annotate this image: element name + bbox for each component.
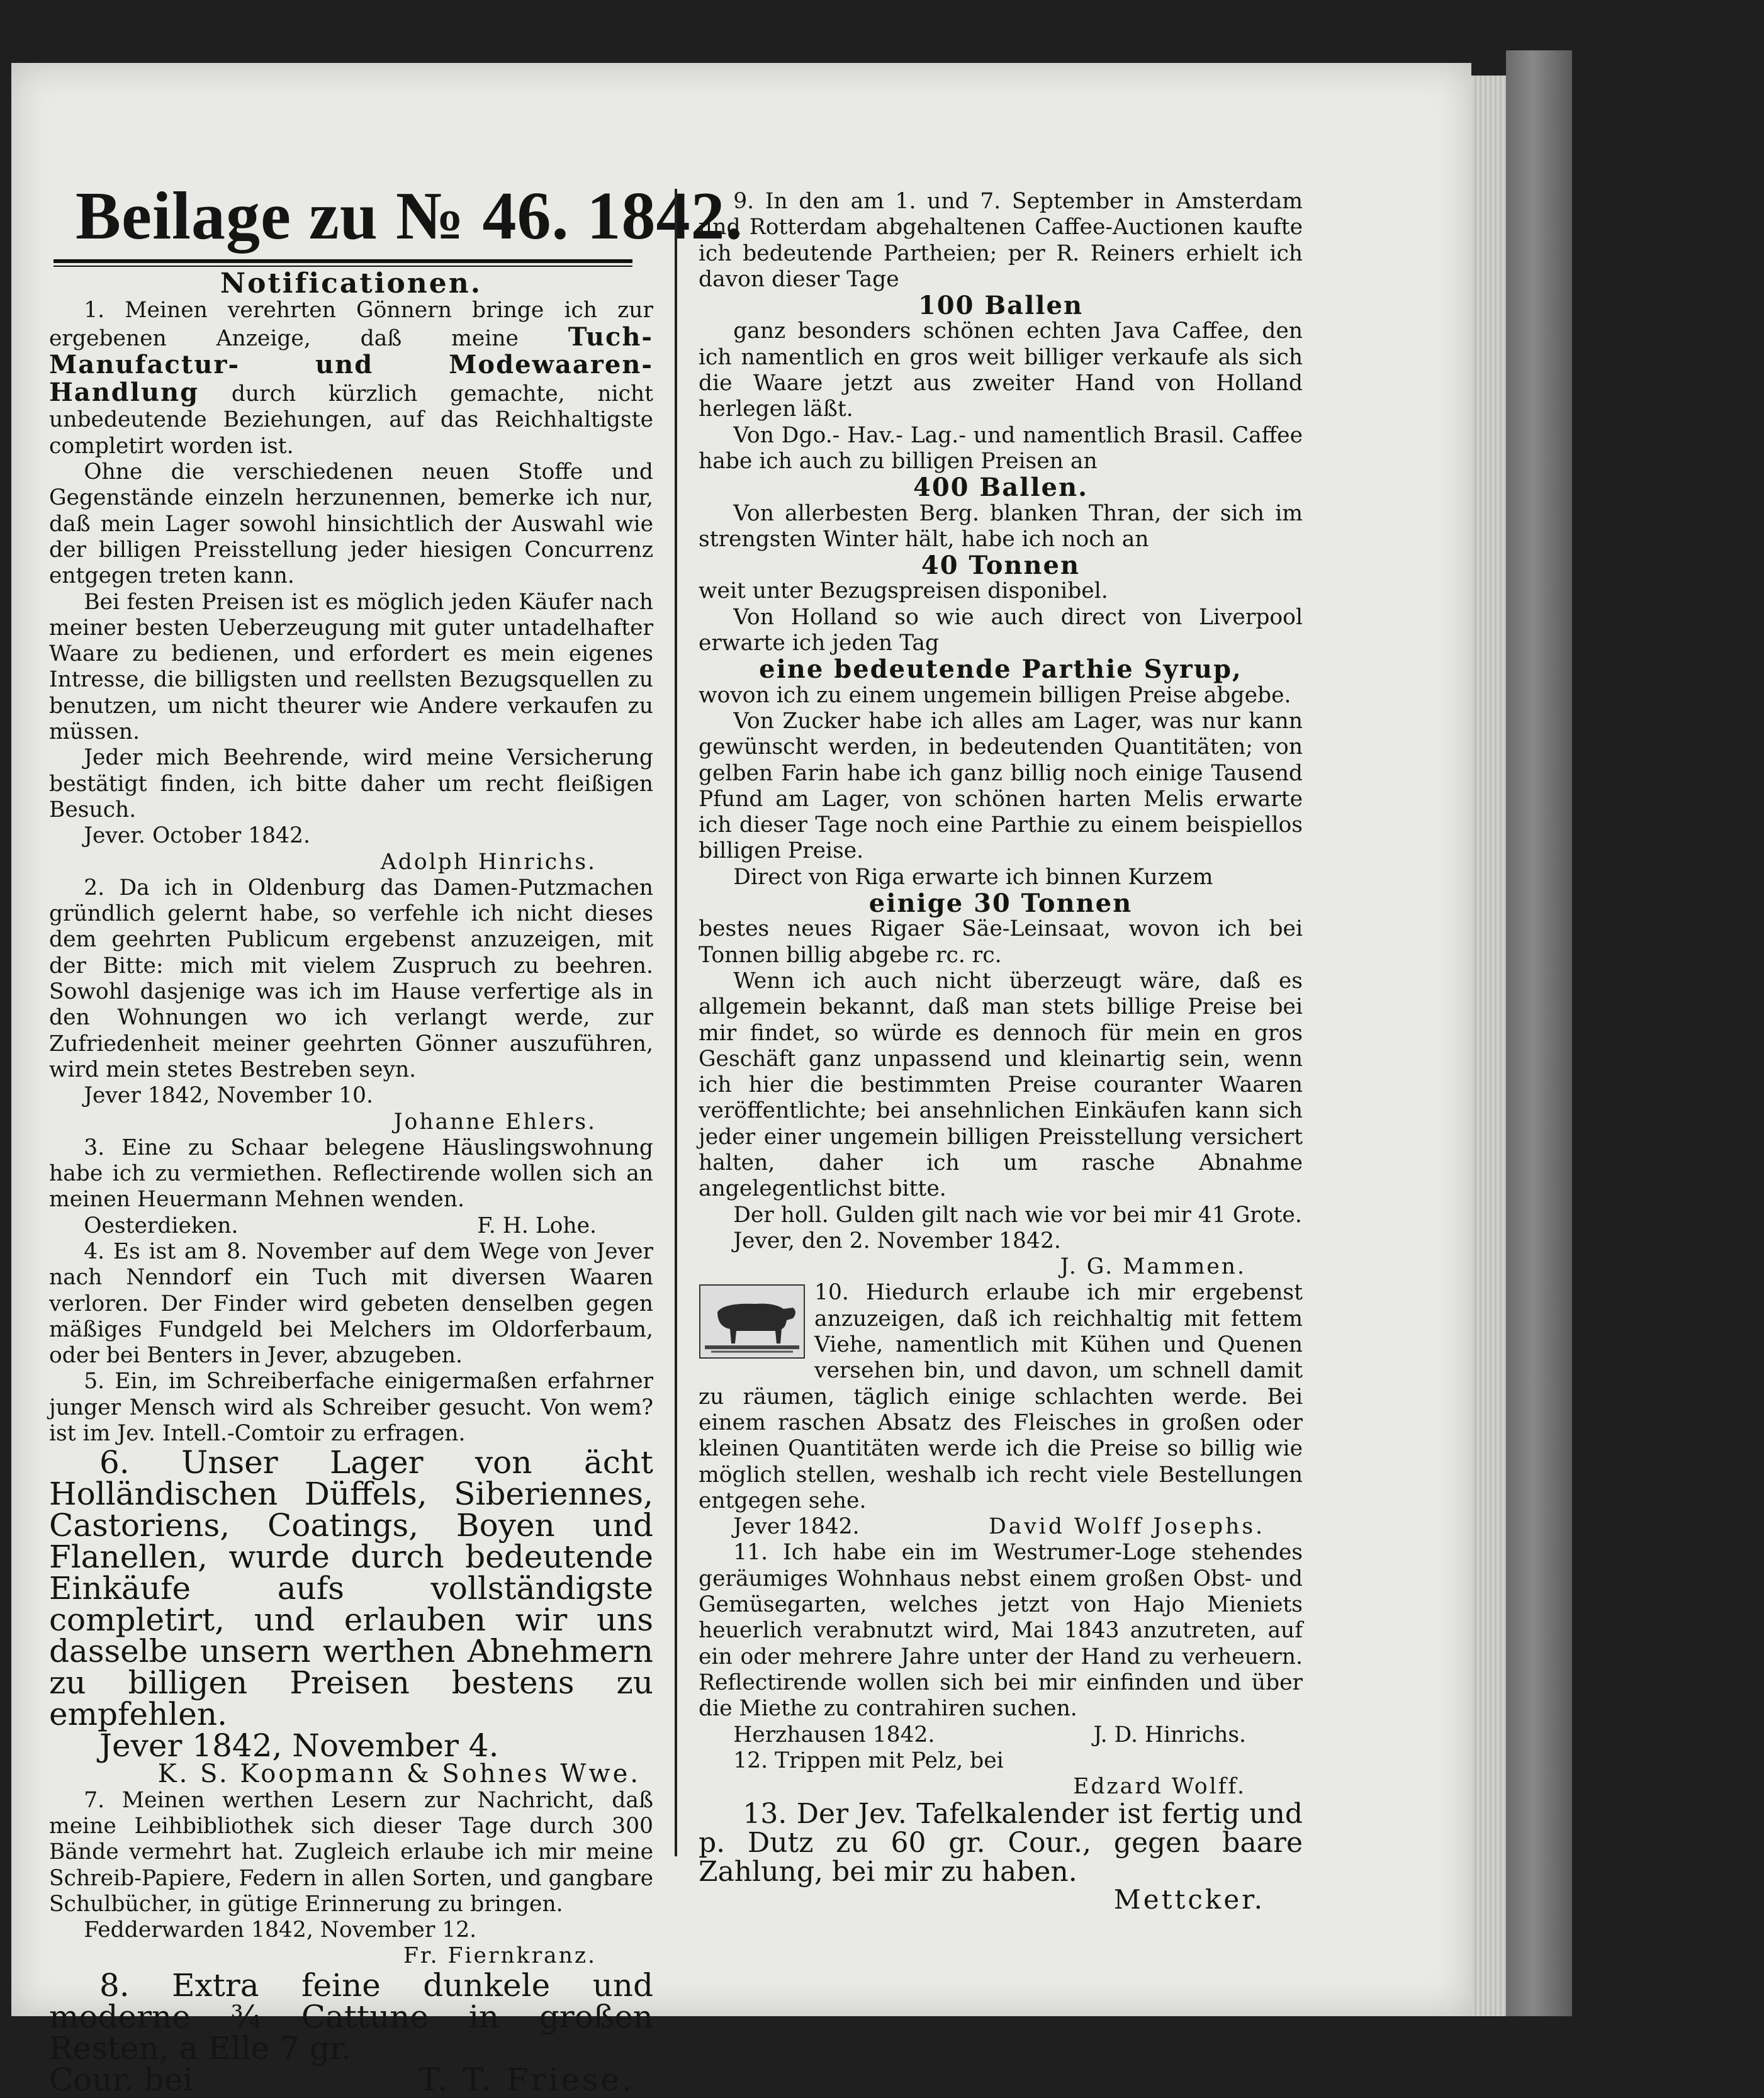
notice-9-offer-30-tonnen: einige 30 Tonnen xyxy=(868,889,1133,919)
notice-1-signature: Adolph Hinrichs. xyxy=(380,849,597,875)
right-column xyxy=(699,189,1303,1916)
notice-11-place: Herzhausen 1842. xyxy=(733,1722,935,1747)
notice-9-disponibel: weit unter Bezugspreisen disponibel. xyxy=(699,578,1108,604)
notice-9-offer-40-tonnen: 40 Tonnen xyxy=(921,551,1081,581)
notice-10-footer xyxy=(699,1514,1303,1540)
notice-12-signature: Edzard Wolff. xyxy=(1073,1774,1246,1800)
notice-7: 7. Meinen werthen Lesern zur Nachricht, daß meine Leihbibliothek sich dieser Tage durch 300 Bände vermehrt hat. Zugleich erlaube ich mir meine Schreib-Papiere, Federn in allen Sorten, und gangbare Schulbücher, in gütige Erinnerung zu bringen. xyxy=(49,1787,653,1917)
notice-6-signature: K. S. Koopmann & Sohnes Wwe. xyxy=(157,1759,641,1789)
column-divider xyxy=(675,189,677,1856)
notice-1-para-c: Ohne die verschiedenen neuen Stoffe und Gegenstände einzeln herzunennen, bemerke ich nur, daß mein Lager sowohl hinsichtlich der Auswahl wie der billigen Preisstellung jeder hiesigen Concurrenz entgegen treten kann. xyxy=(49,459,653,589)
notice-9-offer-400-ballen: 400 Ballen. xyxy=(913,473,1088,503)
left-column xyxy=(49,267,653,2098)
notice-10-signature: David Wolff Josephs. xyxy=(989,1514,1265,1540)
notice-11-footer xyxy=(699,1722,1303,1748)
notice-13-signature: Mettcker. xyxy=(1113,1884,1265,1916)
section-heading: Notificationen. xyxy=(220,267,483,300)
notice-13: 13. Der Jev. Tafelkalender ist fertig und p. Dutz zu 60 gr. Cour., gegen baare Zahlung, bei mir zu haben. xyxy=(699,1798,1303,1888)
notice-9-gulden: Der holl. Gulden gilt nach wie vor bei mir 41 Grote. xyxy=(733,1202,1302,1228)
title-rule xyxy=(53,259,632,267)
notice-9-zucker: Von Zucker habe ich alles am Lager, was nur kann gewünscht werden, in bedeutenden Quantitäten; von gelben Farin habe ich ganz billig noch einige Tausend Pfund am Lager, von schönen harten Melis erwarte ich dieser Tage noch eine Parthie zu einem beispiellos billigen Preise. xyxy=(699,708,1303,864)
notice-3-footer xyxy=(49,1213,653,1239)
notice-1 xyxy=(49,298,653,459)
notice-1-shop-name: Tuch- Manufactur- und Modewaaren-Handlung xyxy=(49,322,653,408)
notice-8: 8. Extra feine dunkele und moderne ¾ Cattune in großen Resten, a Elle 7 gr. xyxy=(49,1966,653,2067)
notice-1-para-d: Bei festen Preisen ist es möglich jeden Käufer nach meiner besten Ueberzeugung mit guter untadelhafter Waare zu bedienen, und erfordert es mein eigenes Intresse, die billigsten und reellsten Bezugsquellen zu benutzen, um nicht theurer wie Andere verkaufen zu müssen. xyxy=(49,589,653,745)
notice-9-brasil-coffee: Von Dgo.- Hav.- Lag.- und namentlich Brasil. Caffee habe ich auch zu billigen Preisen an xyxy=(699,422,1303,474)
notice-9-holland: Von Holland so wie auch direct von Liverpool erwarte ich jeden Tag xyxy=(699,604,1303,656)
notice-9-pricing: Wenn ich auch nicht überzeugt wäre, daß es allgemein bekannt, daß man stets billige Preise bei mir findet, so würde es dennoch für mein en gros Geschäft ganz unpassend und kleinartig sein, wenn ich hier die bestimmten Preise couranter Waaren veröffentlichte; bei ansehnlichen Einkäufen kann sich jeder einer ungemein billigen Preisstellung versichert halten, daher ich um rasche Abnahme angelegentlichst bitte. xyxy=(699,968,1303,1202)
notice-2-place: Jever 1842, November 10. xyxy=(84,1083,373,1109)
notice-11-signature: J. D. Hinrichs. xyxy=(1093,1722,1246,1747)
notice-6-place: Jever 1842, November 4. xyxy=(99,1727,499,1764)
notice-11: 11. Ich habe ein im Westrumer-Loge stehendes geräumiges Wohnhaus nebst einem großen Obst- und Gemüsegarten, welches jetzt von Hajo Mieniets heuerlich verabnutzt wird, Mai 1843 anzutreten, auf ein oder mehrere Jahre unter der Hand zu verheuern. Reflectirende wollen sich bei mir einfinden und über die Miethe zu contrahiren suchen. xyxy=(699,1540,1303,1722)
page-edges xyxy=(1471,76,1506,2016)
notice-9-thran: Von allerbesten Berg. blanken Thran, der sich im strengsten Winter hält, habe ich noch an xyxy=(699,500,1303,552)
notice-5: 5. Ein, im Schreiberfache einigermaßen erfahrner junger Mensch wird als Schreiber gesucht. Von wem? ist im Jev. Intell.-Comtoir zu erfragen. xyxy=(49,1369,653,1447)
notice-1-para-e: Jeder mich Beehrende, wird meine Versicherung bestätigt finden, ich bitte daher um recht fleißigen Besuch. xyxy=(49,745,653,822)
page-title: Beilage zu № 46. 1842. xyxy=(76,179,743,254)
notice-1-text-a: 1. Meinen verehrten Gönnern bringe ich zur ergebenen Anzeige, daß meine xyxy=(49,298,653,351)
notice-8-signature: T. T. Friese. xyxy=(419,2061,634,2098)
notice-12: 12. Trippen mit Pelz, bei xyxy=(733,1747,1004,1773)
notice-9-offer-100-ballen: 100 Ballen xyxy=(918,291,1084,321)
notice-1-place: Jever. October 1842. xyxy=(84,823,310,849)
notice-9-leinsaat: bestes neues Rigaer Säe-Leinsaat, wovon ich bei Tonnen billig abgebe rc. rc. xyxy=(699,916,1303,968)
notice-1-text-b: durch kürzlich gemachte, nicht unbedeutende Beziehungen, auf das Reichhaltigste completirt worden ist. xyxy=(49,381,653,459)
notice-10-text: 10. Hiedurch erlaube ich mir ergebenst anzuzeigen, daß ich reichhaltig mit fettem Viehe, namentlich mit Kühen und Quenen versehen bin, und davon, um schnell damit zu räumen, täglich einige schlachten werde. Bei einem raschen Absatz des Fleisches in großen oder kleinen Quantitäten werde ich die Preise so billig wie möglich stellen, weshalb ich recht viele Bestellungen entgegen sehe. xyxy=(699,1280,1303,1513)
notice-2-signature: Johanne Ehlers. xyxy=(393,1109,597,1135)
notice-3: 3. Eine zu Schaar belegene Häuslingswohnung habe ich zu vermiethen. Reflectirende wollen sich an meinen Heuermann Mehnen wenden. xyxy=(49,1135,653,1213)
notice-10 xyxy=(699,1280,1303,1514)
notice-8-end: Cour. bei xyxy=(49,2061,193,2098)
notice-7-place: Fedderwarden 1842, November 12. xyxy=(84,1917,477,1943)
notice-7-signature: Fr. Fiernkranz. xyxy=(403,1943,597,1969)
notice-9-signature: J. G. Mammen. xyxy=(1060,1254,1246,1280)
notice-8-footer xyxy=(49,2061,653,2098)
notice-4: 4. Es ist am 8. November auf dem Wege von Jever nach Nenndorf ein Tuch mit diversen Waaren verloren. Der Finder wird gebeten denselben gegen mäßiges Fundgeld bei Melchers im Oldorferbaum, oder bei Benters in Jever, abzugeben. xyxy=(49,1238,653,1369)
notice-9-syrup-price: wovon ich zu einem ungemein billigen Preise abgebe. xyxy=(699,682,1291,708)
notice-3-place: Oesterdieken. xyxy=(84,1213,239,1238)
notice-9-java-coffee: ganz besonders schönen echten Java Caffee, den ich namentlich en gros weit billiger verkaufe als sich die Waare jetzt aus zweiter Hand von Holland herlegen läßt. xyxy=(699,318,1303,422)
notice-9-place: Jever, den 2. November 1842. xyxy=(733,1228,1061,1254)
notice-9-offer-syrup: eine bedeutende Parthie Syrup, xyxy=(759,654,1242,685)
notice-9-intro: 9. In den am 1. und 7. September in Amsterdam und Rotterdam abgehaltenen Caffee-Auctionen kaufte ich bedeutende Partheien; per R. Reiners erhielt ich davon dieser Tage xyxy=(699,189,1303,292)
book-binding xyxy=(1506,50,1572,2016)
notice-3-signature: F. H. Lohe. xyxy=(477,1213,597,1238)
ox-illustration xyxy=(699,1284,806,1359)
notice-10-place: Jever 1842. xyxy=(733,1514,860,1540)
notice-2: 2. Da ich in Oldenburg das Damen-Putzmachen gründlich gelernt habe, so verfehle ich nicht dieses dem geehrten Publicum ergebenst anzuzeigen, mit der Bitte: mich mit vielem Zuspruch zu beehren. Sowohl dasjenige was ich im Hause verfertige als in den Wohnungen wo ich verlangt werde, zur Zufriedenheit meiner geehrten Gönner auszuführen, wird mein stetes Bestreben seyn. xyxy=(49,875,653,1082)
notice-6: 6. Unser Lager von ächt Holländischen Düffels, Siberiennes, Castoriens, Coatings, Boyen und Flanellen, wurde durch bedeutende Einkäufe aufs vollständigste completirt, und erlauben wir uns dasselbe unsern werthen Abnehmern zu billigen Preisen bestens zu empfehlen. xyxy=(49,1444,653,1733)
notice-9-riga: Direct von Riga erwarte ich binnen Kurzem xyxy=(733,864,1213,890)
